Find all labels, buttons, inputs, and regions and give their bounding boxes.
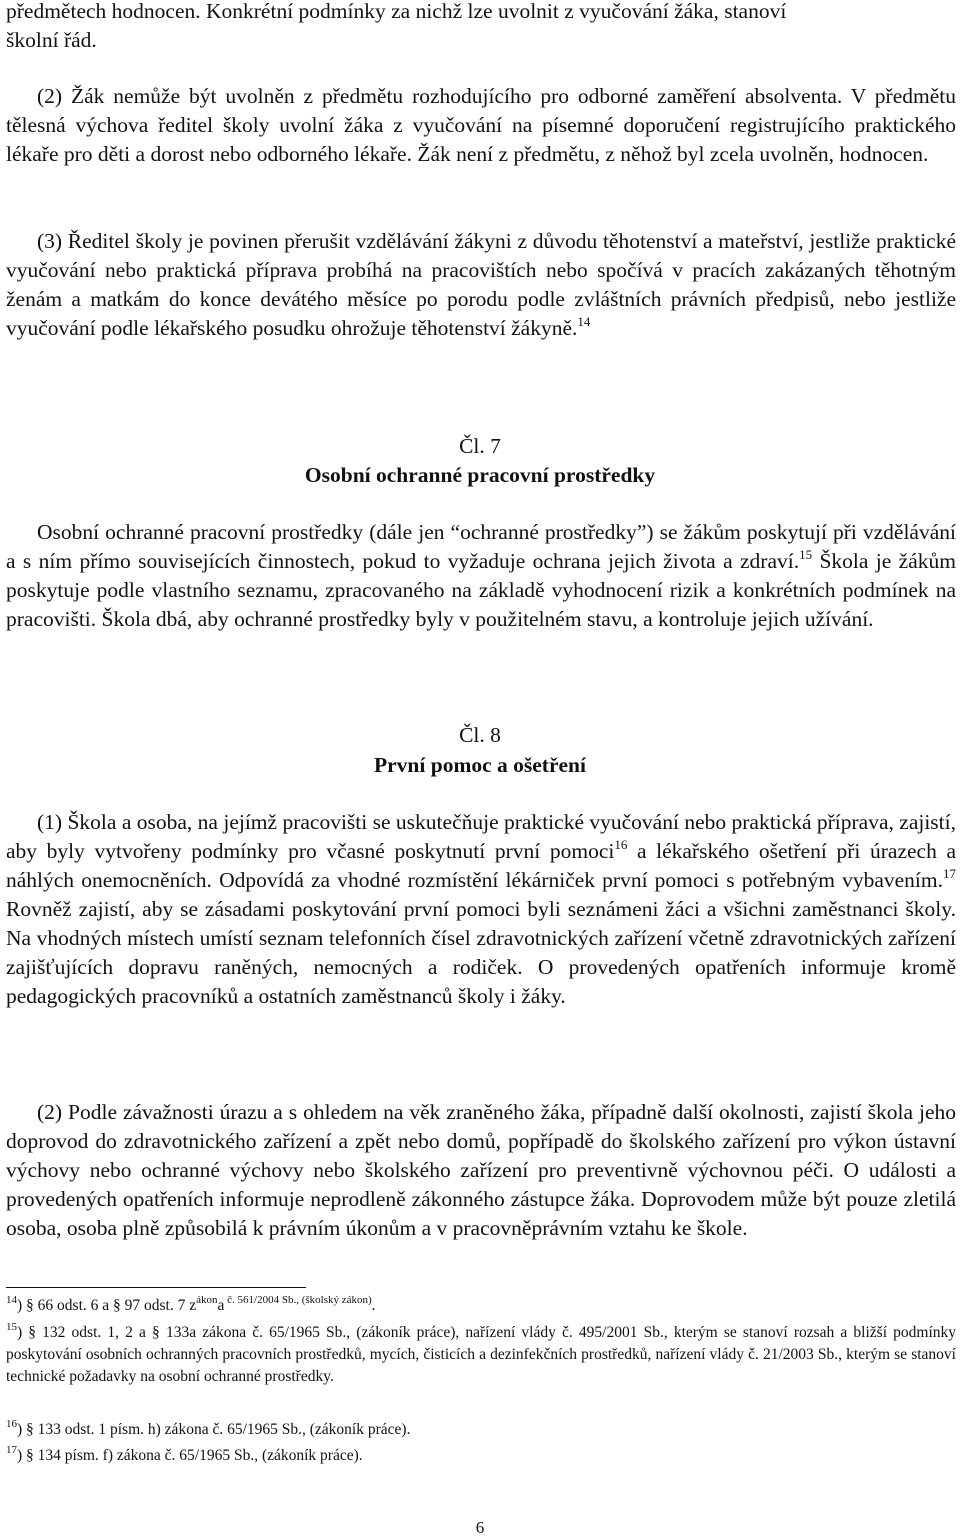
article-7-title: Osobní ochranné pracovní prostředky	[304, 463, 656, 487]
article-8-paragraph-2: (2) Podle závažnosti úrazu a s ohledem na věk zraněného žáka, případně další okolnosti, zajistí škola jeho doprovod do zdravotnického zařízení a zpět nebo domů, popřípadě do školského zařízení pro výkon ústavní výchovy nebo ochranné výchovy nebo školského zařízení pro preventivně výchovnou péči. O události a provedených opatřeních informuje neprodleně zákonného zástupce žáka. Doprovodem může být pouze zletilá osoba, osoba plně způsobilá k právním úkonům a v pracovněprávním vztahu ke škole.	[6, 1100, 956, 1240]
footnote-ref-14: 14	[577, 314, 591, 329]
article-7-text-b: Škola je žákům poskytuje podle vlastního seznamu, zpracovaného na základě vyhodnocení rizik a konkrétních podmínek na pracovišti. Škola dbá, aby ochranné prostředky byly v použitelném stavu, a kontroluje jejich užívání.	[6, 549, 956, 631]
footnote-14	[6, 1295, 956, 1317]
top-fragment-line-2: školní řád.	[6, 28, 97, 52]
article-8-p1-text-c: Rovněž zajistí, aby se zásadami poskytování první pomoci byli seznámeni žáci a všichni zaměstnanci školy. Na vhodných místech umístí seznam telefonních čísel zdravotnických zařízení včetně zdravotnických zařízení zajišťujících dopravu raněných, nemocných a rodiček. O provedených opatřeních informuje kromě pedagogických pracovníků a ostatních zaměstnanců školy i žáky.	[6, 897, 956, 1008]
footnote-15	[6, 1322, 956, 1388]
top-fragment	[6, 0, 956, 55]
footnote-16-text: ) § 133 odst. 1 písm. h) zákona č. 65/1965 Sb., (zákoník práce).	[17, 1421, 411, 1438]
article-8-paragraph-1	[6, 808, 956, 1011]
paragraph-3-text: (3) Ředitel školy je povinen přerušit vzdělávání žákyni z důvodu těhotenství a mateřství, jestliže praktické vyučování nebo praktická příprava probíhá na pracovištích nebo spočívá v pracích zakázaných těhotným ženám a matkám do konce devátého měsíce po porodu podle zvláštních právních předpisů, nebo jestliže vyučování podle lékařského posudku ohrožuje těhotenství žákyně.	[6, 229, 956, 340]
footnote-17	[6, 1445, 956, 1467]
paragraph-3	[6, 227, 956, 343]
paragraph-2: (2) Žák nemůže být uvolněn z předmětu rozhodujícího pro odborné zaměření absolventa. V předmětu tělesná výchova ředitel školy uvolní žáka z vyučování na písemné doporučení registrujícího praktického lékaře pro děti a dorost nebo odborného lékaře. Žák není z předmětu, z něhož byl zcela uvolněn, hodnocen.	[6, 84, 956, 166]
footnote-16	[6, 1419, 956, 1441]
article-8-p1-text-b: a lékařského ošetření při úrazech a náhlých onemocněních. Odpovídá za vhodné rozmístění lékárniček první pomoci s potřebným vybavením.	[6, 839, 956, 892]
footnote-ref-17: 17	[943, 866, 956, 881]
article-8-number: Čl. 8	[459, 723, 501, 747]
article-7-text-a: Osobní ochranné pracovní prostředky (dále jen “ochranné prostředky”) se žákům poskytují při vzdělávání a s ním přímo souvisejících činnostech, pokud to vyžaduje ochrana jejich života a zdraví.	[6, 520, 956, 573]
footnote-14-sup-text: ákon	[196, 1294, 218, 1306]
footnote-15-number: 15	[6, 1321, 17, 1333]
footnote-17-number: 17	[6, 1444, 17, 1456]
footnote-14-end: .	[371, 1297, 376, 1314]
footnote-16-number: 16	[6, 1418, 17, 1430]
footnote-14-number: 14	[6, 1294, 17, 1306]
footnote-14-small-text: č. 561/2004 Sb., (školský zákon)	[224, 1294, 372, 1306]
top-fragment-line-1: předmětech hodnocen. Konkrétní podmínky za nichž lze uvolnit z vyučování žáka, stanoví	[6, 0, 787, 23]
article-7-paragraph	[6, 518, 956, 634]
article-8-p1-text-a: (1) Škola a osoba, na jejímž pracovišti se uskutečňuje praktické vyučování nebo praktická příprava, zajistí, aby byly vytvořeny podmínky pro včasné poskytnutí první pomoci	[6, 810, 956, 863]
page-number: 6	[475, 1518, 485, 1537]
footnote-14-text: ) § 66 odst. 6 a § 97 odst. 7 z	[17, 1297, 197, 1314]
footnote-14-text-2: a	[217, 1297, 225, 1314]
article-8-title: První pomoc a ošetření	[374, 753, 586, 777]
footnote-ref-16: 16	[614, 837, 628, 852]
footnote-17-text: ) § 134 písm. f) zákona č. 65/1965 Sb., (zákoník práce).	[17, 1447, 363, 1464]
footnote-15-text: ) § 132 odst. 1, 2 a § 133a zákona č. 65/1965 Sb., (zákoník práce), nařízení vlády č. 495/2001 Sb., kterým se stanoví rozsah a bližší podmínky poskytování osobních ochranných pracovních prostředků, mycích, čisticích a dezinfekčních prostředků, nařízení vlády č. 21/2003 Sb., kterým se stanoví technické požadavky na osobní ochranné prostředky.	[6, 1324, 956, 1385]
footnote-ref-15: 15	[799, 547, 813, 562]
article-7-number: Čl. 7	[459, 434, 501, 458]
footnote-separator	[6, 1287, 306, 1288]
